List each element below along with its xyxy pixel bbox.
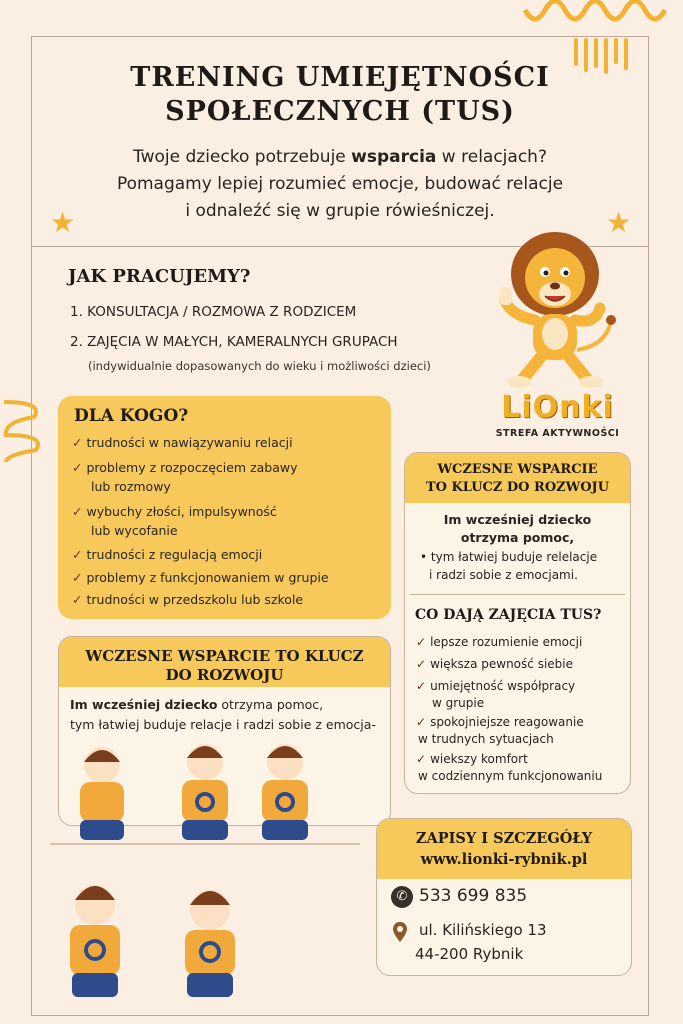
early-right-heading1: WCZESNE WSPARCIE — [437, 462, 598, 477]
benefit-item: ✓ większa pewność siebie — [416, 657, 573, 671]
location-pin-icon — [392, 921, 408, 943]
who-item: ✓ trudności z regulacją emocji — [72, 547, 263, 562]
who-item: ✓ trudności w nawiązywaniu relacji — [72, 435, 293, 450]
early-right-text2: otrzyma pomoc, — [460, 530, 575, 545]
who-item-cont: lub rozmowy — [91, 479, 171, 494]
benefit-item-cont: w trudnych sytuacjach — [418, 732, 554, 746]
benefits-heading: CO DAJĄ ZAJĘCIA TUS? — [415, 607, 602, 623]
early-right-text4: i radzi sobie z emocjami. — [429, 568, 578, 582]
contact-address-line2: 44-200 Rybnik — [415, 945, 524, 963]
contact-phone[interactable]: 533 699 835 — [419, 886, 528, 906]
page-title-line2: SPOŁECZNYCH (TUS) — [165, 96, 515, 127]
lion-mascot-illustration — [485, 222, 625, 392]
who-item: ✓ wybuchy złości, impulsywność — [72, 504, 277, 519]
page-title-line1: TRENING UMIEJĘTNOŚCI — [130, 62, 550, 93]
who-heading: DLA KOGO? — [74, 406, 189, 426]
early-left-text2: tym łatwiej buduje relacje i radzi sobie z emocja- — [70, 717, 376, 732]
early-right-header — [405, 453, 630, 503]
benefit-item: ✓ umiejętność współpracy — [416, 679, 576, 693]
lead-line1: Twoje dziecko potrzebuje wsparcia w relacjach? — [133, 147, 547, 167]
logo-wordmark: LiOnki — [501, 390, 614, 425]
early-right-text3: • tym łatwiej buduje relelacje — [420, 550, 598, 564]
early-right-text1: Im wcześniej dziecko — [443, 512, 592, 527]
how-item-1: 1. KONSULTACJA / ROZMOWA Z RODZICEM — [70, 304, 357, 320]
who-item: ✓ problemy z funkcjonowaniem w grupie — [72, 570, 329, 585]
children-illustration — [40, 740, 370, 1020]
squiggle-left — [0, 392, 52, 462]
how-heading: JAK PRACUJEMY? — [68, 266, 251, 287]
how-note: (indywidualnie dopasowanych do wieku i możliwości dzieci) — [88, 359, 431, 373]
early-left-heading2: DO ROZWOJU — [165, 666, 284, 684]
lead-line2: Pomagamy lepiej rozumieć emocje, budować relacje — [116, 174, 564, 194]
benefit-item: ✓ lepsze rozumienie emocji — [416, 635, 583, 649]
benefit-item-cont: w grupie — [432, 696, 485, 710]
how-item-2: 2. ZAJĘCIA W MAŁYCH, KAMERALNYCH GRUPACH — [70, 334, 398, 350]
contact-header — [377, 819, 631, 879]
contact-heading: ZAPISY I SZCZEGÓŁY — [415, 830, 593, 847]
who-item-cont: lub wycofanie — [91, 523, 178, 538]
who-item: ✓ problemy z rozpoczęciem zabawy — [72, 460, 298, 475]
squiggle-top-right — [520, 0, 683, 30]
early-right-divider — [410, 594, 625, 595]
contact-address-line1: ul. Kilińskiego 13 — [419, 921, 547, 939]
early-right-heading2: TO KLUCZ DO ROZWOJU — [425, 480, 610, 495]
early-left-header — [59, 637, 390, 687]
benefit-item-cont: w codziennym funkcjonowaniu — [418, 769, 603, 783]
benefit-item: ✓ wiekszy komfort — [416, 752, 528, 766]
early-left-heading1: WCZESNE WSPARCIE TO KLUCZ — [85, 647, 364, 665]
lead-line3: i odnaleźć się w grupie rówieśniczej. — [185, 201, 495, 221]
star-icon: ★ — [606, 206, 632, 239]
star-icon: ★ — [50, 206, 76, 239]
early-left-text1: Im wcześniej dziecko otrzyma pomoc, — [70, 697, 324, 712]
phone-icon: ✆ — [391, 886, 413, 908]
who-item: ✓ trudności w przedszkolu lub szkole — [72, 592, 304, 607]
contact-url-link[interactable]: www.lionki-rybnik.pl — [420, 851, 588, 868]
logo-subtitle: STREFA AKTYWNOŚCI — [495, 428, 620, 439]
benefit-item: ✓ spokojniejsze reagowanie — [416, 715, 584, 729]
